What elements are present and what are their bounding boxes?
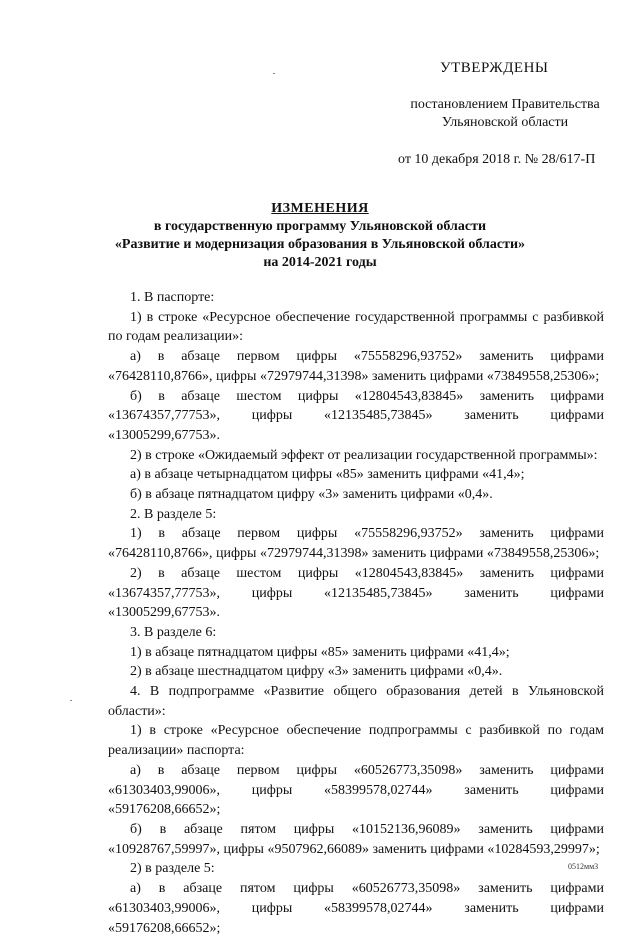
document-title: [100, 200, 540, 272]
paragraph: 2) в абзаце шестом цифры «12804543,83845» заменить цифрами «13674357,77753», цифры «12135485,73845» заменить цифрами «13005299,67753».: [108, 565, 604, 621]
paragraph: 1) в строке «Ресурсное обеспечение государственной программы с разбивкой по годам реализации»:: [108, 309, 604, 345]
approval-resolution: [375, 96, 635, 132]
title-line-2: в государственную программу Ульяновской области: [153, 219, 487, 234]
title-line-4: на 2014-2021 годы: [263, 255, 377, 270]
approval-heading: УТВЕРЖДЕНЫ: [440, 60, 549, 76]
paragraph: 1. В паспорте:: [130, 290, 215, 305]
paragraph: 1) в абзаце первом цифры «75558296,93752» заменить цифрами «76428110,8766», цифры «72979744,31398» заменить цифрами «73849558,25306»;: [108, 526, 604, 562]
paragraph: 2) в разделе 5:: [130, 861, 215, 877]
footer-code: 0512мм3: [568, 862, 599, 871]
paragraph: а) в абзаце первом цифры «75558296,93752» заменить цифрами «76428110,8766», цифры «72979744,31398» заменить цифрами «73849558,25306»;: [108, 349, 604, 384]
paragraph: а) в абзаце пятом цифры «60526773,35098» заменить цифрами «61303403,99006», цифры «58399578,02744» заменить цифрами «59176208,66652»;: [108, 881, 604, 936]
scan-speck: [70, 700, 72, 701]
paragraph: 4. В подпрограмме «Развитие общего образования детей в Ульяновской области»:: [108, 684, 604, 719]
resolution-line-2: Ульяновской области: [441, 115, 569, 130]
paragraph: 2. В разделе 5:: [130, 506, 217, 522]
paragraph: 1) в абзаце пятнадцатом цифры «85» заменить цифрами «41,4»;: [130, 644, 510, 660]
paragraph: 3. В разделе 6:: [130, 624, 217, 640]
document-body: [108, 288, 604, 938]
paragraph: б) в абзаце пятом цифры «10152136,96089» заменить цифрами «10928767,59997», цифры «9507962,66089» заменить цифрами «10284593,29997»;: [108, 821, 604, 857]
scan-speck: [273, 73, 275, 74]
resolution-line-1: постановлением Правительства: [410, 97, 600, 112]
paragraph: 2) в строке «Ожидаемый эффект от реализации государственной программы»:: [130, 447, 598, 463]
paragraph: 1) в строке «Ресурсное обеспечение подпрограммы с разбивкой по годам реализации» паспорта:: [108, 723, 604, 759]
title-line-3: «Развитие и модернизация образования в Ульяновской области»: [114, 237, 526, 252]
paragraph: а) в абзаце первом цифры «60526773,35098» заменить цифрами «61303403,99006», цифры «58399578,02744» заменить цифрами «59176208,66652»;: [108, 762, 604, 818]
title-line-1: ИЗМЕНЕНИЯ: [271, 201, 369, 216]
paragraph: б) в абзаце пятнадцатом цифру «3» заменить цифрами «0,4».: [130, 487, 493, 503]
paragraph: б) в абзаце шестом цифры «12804543,83845» заменить цифрами «13674357,77753», цифры «12135485,73845» заменить цифрами «13005299,67753».: [108, 388, 604, 443]
paragraph: 2) в абзаце шестнадцатом цифру «3» заменить цифрами «0,4».: [130, 664, 503, 680]
approval-date: от 10 декабря 2018 г. № 28/617-П: [398, 152, 596, 167]
paragraph: а) в абзаце четырнадцатом цифры «85» заменить цифрами «41,4»;: [130, 467, 525, 483]
